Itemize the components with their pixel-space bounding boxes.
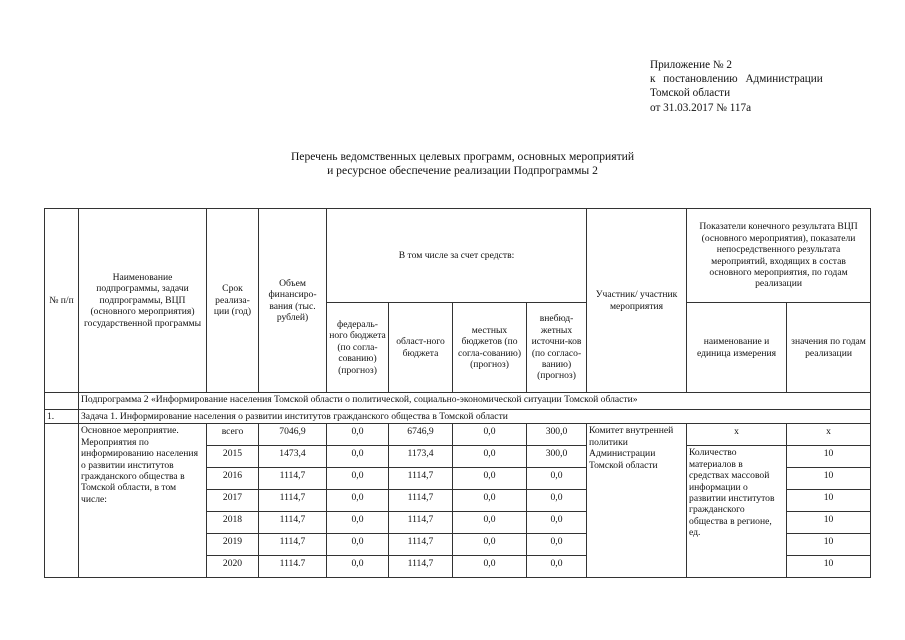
row-year: 2018 [207, 512, 259, 534]
row-federal: 0,0 [327, 556, 389, 578]
subprogram-num-cell [45, 393, 79, 410]
appendix-line-3: Томской области [650, 87, 731, 100]
header-volume: Объем финансиро-вания (тыс. рублей) [259, 209, 327, 393]
row-regional: 1114,7 [389, 512, 453, 534]
row-local: 0,0 [453, 424, 527, 446]
participant-name: Комитет внутренней политики Администрации Томской области [587, 424, 687, 578]
appendix-line-1: Приложение № 2 [650, 59, 732, 71]
event-name: Основное мероприятие. Мероприятия по информированию населения о развитии институтов гражданского общества в Томской области, в том числе: [79, 424, 207, 578]
row-volume: 1114,7 [259, 490, 327, 512]
row-local: 0,0 [453, 534, 527, 556]
header-regional: област-ного бюджета [389, 303, 453, 393]
event-num-cell [45, 424, 79, 578]
row-extra: 0,0 [527, 512, 587, 534]
row-local: 0,0 [453, 490, 527, 512]
appendix-block [650, 58, 860, 115]
header-name: Наименование подпрограммы, задачи подпрограммы, ВЦП (основного мероприятия) государственной программы [79, 209, 207, 393]
row-extra: 0,0 [527, 490, 587, 512]
row-regional: 1114,7 [389, 534, 453, 556]
row-federal: 0,0 [327, 490, 389, 512]
table-row [45, 424, 871, 446]
row-year: 2017 [207, 490, 259, 512]
header-num: № п/п [45, 209, 79, 393]
header-ind-name: наименование и единица измерения [687, 303, 787, 393]
header-term: Срок реализа-ции (год) [207, 209, 259, 393]
row-extra: 300,0 [527, 424, 587, 446]
row-year: 2016 [207, 468, 259, 490]
row-extra: 0,0 [527, 556, 587, 578]
row-ind-value: 10 [787, 534, 871, 556]
row-regional: 1114,7 [389, 468, 453, 490]
row-ind-value: 10 [787, 490, 871, 512]
row-extra: 0,0 [527, 468, 587, 490]
row-local: 0,0 [453, 556, 527, 578]
title-line-2: и ресурсное обеспечение реализации Подпрограммы 2 [327, 164, 598, 177]
indicator-name: Количество материалов в средствах массовой информации о развитии институтов гражданского общества в регионе, ед. [687, 446, 787, 578]
header-indicators: Показатели конечного результата ВЦП (основного мероприятия), показатели непосредственного результата мероприятий, входящих в состав основного мероприятия, по годам реализации [687, 209, 871, 303]
header-participant: Участник/ участник мероприятия [587, 209, 687, 393]
header-federal: федераль-ного бюджета (по согла-сованию) (прогноз) [327, 303, 389, 393]
row-federal: 0,0 [327, 424, 389, 446]
task-title: Задача 1. Информирование населения о развитии институтов гражданского общества в Томской области [79, 410, 871, 424]
subprogram-title: Подпрограмма 2 «Информирование населения Томской области о политической, социально-экономической ситуации Томской области» [79, 393, 871, 410]
row-ind-value: 10 [787, 446, 871, 468]
row-ind-value: 10 [787, 512, 871, 534]
header-including: В том числе за счет средств: [327, 209, 587, 303]
row-year: 2020 [207, 556, 259, 578]
row-ind-value: 10 [787, 468, 871, 490]
row-local: 0,0 [453, 446, 527, 468]
row-ind-value: х [787, 424, 871, 446]
row-extra: 300,0 [527, 446, 587, 468]
row-volume: 1114,7 [259, 468, 327, 490]
document-title [200, 150, 725, 178]
row-ind-name: х [687, 424, 787, 446]
program-table [44, 208, 871, 578]
task-num: 1. [45, 410, 79, 424]
row-regional: 1114,7 [389, 556, 453, 578]
row-regional: 6746,9 [389, 424, 453, 446]
row-year: 2019 [207, 534, 259, 556]
row-ind-value: 10 [787, 556, 871, 578]
appendix-line-4: от 31.03.2017 № 117а [650, 101, 752, 114]
row-volume: 1114.7 [259, 556, 327, 578]
title-line-1: Перечень ведомственных целевых программ, основных мероприятий [290, 150, 635, 163]
row-regional: 1114,7 [389, 490, 453, 512]
row-federal: 0,0 [327, 468, 389, 490]
row-federal: 0,0 [327, 534, 389, 556]
row-federal: 0,0 [327, 512, 389, 534]
row-volume: 1114,7 [259, 512, 327, 534]
header-local: местных бюджетов (по согла-сованию) (прогноз) [453, 303, 527, 393]
row-extra: 0,0 [527, 534, 587, 556]
header-ind-values: значения по годам реализации [787, 303, 871, 393]
row-local: 0,0 [453, 512, 527, 534]
row-volume: 1473,4 [259, 446, 327, 468]
row-volume: 7046,9 [259, 424, 327, 446]
row-volume: 1114,7 [259, 534, 327, 556]
row-federal: 0,0 [327, 446, 389, 468]
row-local: 0,0 [453, 468, 527, 490]
row-year: всего [207, 424, 259, 446]
row-year: 2015 [207, 446, 259, 468]
header-extra: внебюд-жетных источни-ков (по согласо-ванию) (прогноз) [527, 303, 587, 393]
appendix-line-2: к постановлению Администрации [650, 73, 823, 86]
row-regional: 1173,4 [389, 446, 453, 468]
